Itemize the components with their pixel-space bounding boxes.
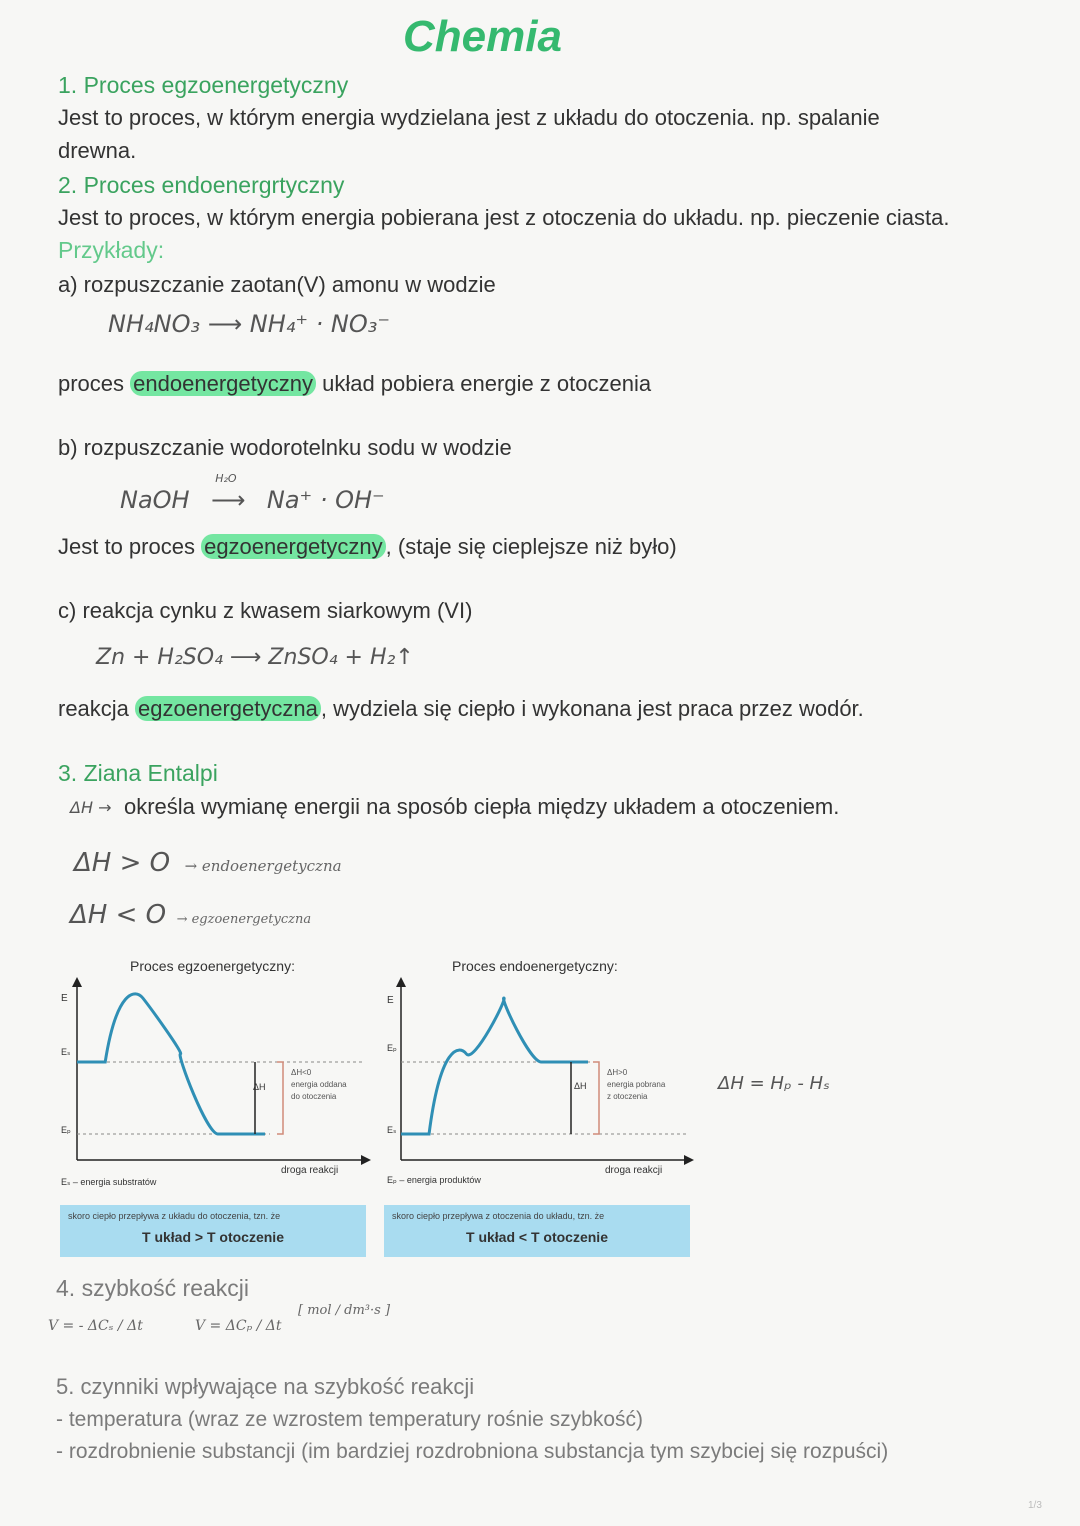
chart-egzo-box-text: skoro ciepło przepływa z układu do otoczenia, tzn. że — [68, 1211, 281, 1221]
chart-endo-xlabel: droga reakcji — [605, 1165, 663, 1176]
chart-endo-box-text: skoro ciepło przepływa z otoczenia do układu, tzn. że — [392, 1211, 605, 1221]
section1-text-line1: Jest to proces, w którym energia wydzielana jest z układu do otoczenia. np. spalanie — [58, 105, 880, 130]
example-b-arrow: H₂O ⟶ — [211, 472, 246, 514]
chart-egzo-annotation-2: energia oddana — [291, 1080, 347, 1089]
chart-egzo-footnote: Eₛ – energia substratów — [61, 1177, 157, 1187]
page-title: Chemia — [403, 12, 562, 61]
chart-endo-delta-label: ΔH — [574, 1081, 587, 1091]
delta-h-symbol: ΔH → — [70, 798, 112, 817]
example-a-conclusion — [58, 367, 651, 400]
rule-endo — [74, 848, 342, 878]
example-b-highlight: egzoenergetyczny — [201, 534, 386, 559]
rule-egzo-rhs: → egzoenergetyczna — [176, 912, 312, 927]
chart-egzo-infobox — [60, 1205, 366, 1257]
section4-heading: 4. szybkość reakcji — [56, 1275, 250, 1301]
chart-endo-es-label: Eₛ — [387, 1125, 397, 1135]
chart-egzo-title: Proces egzoenergetyczny: — [130, 958, 295, 974]
example-b-post: , (staje się cieplejsze niż było) — [385, 534, 677, 559]
example-c-highlight: egzoenergetyczna — [135, 696, 321, 721]
rule-endo-rhs: → endoenergetyczna — [184, 857, 342, 875]
section3-text: określa wymianę energii na sposób ciepła między układem a otoczeniem. — [124, 794, 840, 819]
chart-egzo-bracket — [277, 1062, 283, 1134]
chart-endo-annotation-2: energia pobrana — [607, 1080, 666, 1089]
enthalpy-formula: ΔH = Hₚ - Hₛ — [718, 1073, 830, 1094]
rule-endo-lhs: ΔH > O — [74, 848, 171, 878]
example-b-left: NaOH — [120, 486, 190, 514]
chart-endo — [383, 975, 698, 1190]
chart-egzo-xlabel: droga reakcji — [281, 1165, 339, 1176]
example-c-equation: Zn + H₂SO₄ ⟶ ZnSO₄ + H₂↑ — [96, 645, 414, 670]
chart-egzo-axes — [72, 977, 371, 1165]
example-c-pre: reakcja — [58, 696, 129, 721]
rule-egzo — [70, 900, 311, 930]
example-b-equation — [120, 472, 385, 514]
example-b-right: Na⁺ · OH⁻ — [266, 486, 385, 514]
section1-text-line2: drewna. — [58, 138, 137, 163]
example-b-arrow-label: H₂O — [215, 472, 237, 485]
chart-egzo-es-label: Eₛ — [61, 1047, 71, 1057]
example-c-title: c) reakcja cynku z kwasem siarkowym (VI) — [58, 598, 473, 623]
chart-endo-ep-label: Eₚ — [387, 1043, 397, 1053]
chart-egzo-annotation-1: ΔH<0 — [291, 1068, 312, 1077]
chart-egzo-delta-label: ΔH — [253, 1082, 266, 1092]
example-a-pre: proces — [58, 371, 125, 396]
example-c-post: , wydziela się ciepło i wykonana jest praca przez wodór. — [320, 696, 864, 721]
chart-egzo-curve — [77, 994, 265, 1134]
section5-item-1: - temperatura (wraz ze wzrostem temperatury rośnie szybkość) — [56, 1408, 644, 1431]
example-a-post: układ pobiera energie z otoczenia — [322, 371, 652, 396]
chart-egzo-annotation-3: do otoczenia — [291, 1092, 337, 1101]
rate-formula-2: V = ΔCₚ / Δt — [195, 1318, 282, 1334]
section3-heading: 3. Ziana Entalpi — [58, 760, 218, 786]
chart-endo-bracket — [593, 1062, 599, 1134]
chart-egzo-ylabel: E — [61, 993, 68, 1004]
section2-text: Jest to proces, w którym energia pobierana jest z otoczenia do układu. np. pieczenie ciasta. — [58, 205, 950, 230]
chart-endo-axes — [396, 977, 694, 1165]
page-number: 1/3 — [1028, 1500, 1042, 1511]
example-a-title: a) rozpuszczanie zaotan(V) amonu w wodzie — [58, 272, 496, 297]
section2-heading: 2. Proces endoenergrtyczny — [58, 172, 345, 198]
chart-endo-footnote: Eₚ – energia produktów — [387, 1175, 481, 1185]
chart-endo-box-relation: T układ < T otoczenie — [466, 1229, 608, 1245]
rate-unit: [ mol / dm³·s ] — [298, 1303, 391, 1318]
chart-endo-curve — [401, 998, 588, 1134]
chart-endo-ylabel: E — [387, 995, 394, 1006]
rate-formula-1: V = - ΔCₛ / Δt — [48, 1318, 143, 1334]
chart-egzo-box-relation: T układ > T otoczenie — [142, 1229, 284, 1245]
section5-heading: 5. czynniki wpływające na szybkość reakcji — [56, 1374, 475, 1399]
rule-egzo-lhs: ΔH < O — [70, 900, 167, 930]
section5-item-2: - rozdrobnienie substancji (im bardziej rozdrobniona substancja tym szybciej się rozpuści) — [56, 1440, 889, 1463]
chart-egzo-ep-label: Eₚ — [61, 1125, 71, 1135]
example-b-conclusion — [58, 530, 677, 563]
example-b-title: b) rozpuszczanie wodorotelnku sodu w wodzie — [58, 435, 512, 460]
section1-heading: 1. Proces egzoenergetyczny — [58, 72, 349, 98]
chart-endo-infobox — [384, 1205, 690, 1257]
example-a-highlight: endoenergetyczny — [130, 371, 316, 396]
example-c-conclusion — [58, 692, 864, 725]
chart-egzo — [55, 975, 375, 1190]
example-b-pre: Jest to proces — [58, 534, 195, 559]
chart-endo-annotation-1: ΔH>0 — [607, 1068, 628, 1077]
examples-label: Przykłady: — [58, 237, 165, 263]
chart-endo-annotation-3: z otoczenia — [607, 1092, 648, 1101]
example-a-equation: NH₄NO₃ ⟶ NH₄⁺ · NO₃⁻ — [108, 310, 391, 338]
chart-endo-title: Proces endoenergetyczny: — [452, 958, 618, 974]
